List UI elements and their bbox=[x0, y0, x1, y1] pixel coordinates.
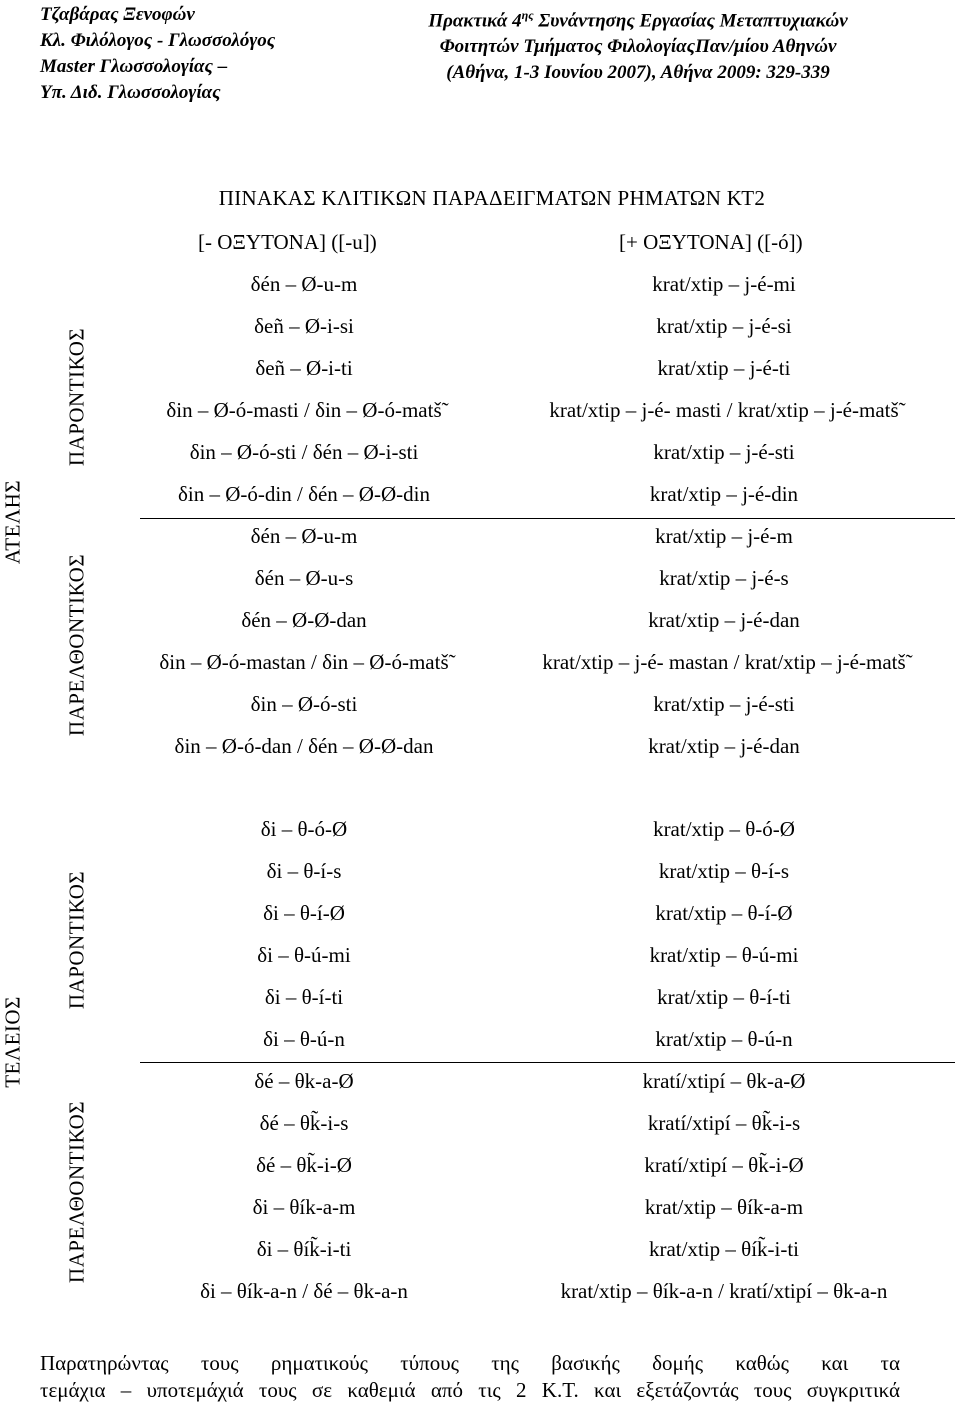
form-right: krat/xtip – j-é-sti bbox=[653, 692, 795, 716]
author-name: Τζαβάρας Ξενοφών bbox=[40, 4, 195, 25]
form-right: krat/xtip – j-é-ti bbox=[657, 356, 791, 380]
section-divider-imperfective bbox=[140, 518, 955, 519]
section-divider-perfective bbox=[140, 1062, 955, 1063]
form-left: δi – θ-í-Ø bbox=[263, 901, 345, 925]
form-right: krat/xtip – θ-í-s bbox=[658, 859, 790, 883]
form-right: kratí/xtipí – θk̃-i-Ø bbox=[644, 1153, 804, 1177]
form-right: krat/xtip – j-é-dan bbox=[648, 734, 800, 758]
body-text-line-1: Παρατηρώντας τους ρηματικούς τύπους της βασικής δομής καθώς και τα bbox=[40, 1351, 900, 1375]
aspect-label-imperfective: ΑΤΕΛΗΣ bbox=[0, 479, 25, 565]
form-left: δi – θ-í-ti bbox=[264, 985, 344, 1009]
tense-label-present-perfective: ΠΑΡΟΝΤΙΚΟΣ bbox=[64, 870, 89, 1010]
form-left: δin – Ø-ó-din / δén – Ø-Ø-din bbox=[178, 482, 430, 506]
column-header-left: [- ΟΞΥΤΟΝΑ] ([-u]) bbox=[198, 230, 377, 254]
form-right: krat/xtip – θ-ú-mi bbox=[649, 943, 799, 967]
tense-label-present-imperfective: ΠΑΡΟΝΤΙΚΟΣ bbox=[64, 327, 89, 467]
form-left: δin – Ø-ó-dan / δén – Ø-Ø-dan bbox=[174, 734, 434, 758]
form-right: krat/xtip – θ-í-Ø bbox=[655, 901, 793, 925]
proceedings-line-1: Πρακτικά $4^{\eta\varsigma}$ Συνάντησης Εργασίας Μεταπτυχιακών bbox=[428, 8, 848, 32]
proceedings-block bbox=[378, 2, 898, 86]
form-right: krat/xtip – j-é-s bbox=[659, 566, 789, 590]
form-left: δén – Ø-u-s bbox=[254, 566, 354, 590]
tense-label-past-perfective: ΠΑΡΕΛΘΟΝΤΙΚΟΣ bbox=[64, 1100, 89, 1284]
form-left: δin – Ø-ó-sti bbox=[250, 692, 358, 716]
form-left: δi – θ-ú-n bbox=[263, 1027, 345, 1051]
author-title-2: Master Γλωσσολογίας – bbox=[40, 56, 228, 77]
form-left: δén – Ø-u-m bbox=[250, 272, 358, 296]
tense-label-past-imperfective: ΠΑΡΕΛΘΟΝΤΙΚΟΣ bbox=[64, 553, 89, 737]
form-right: kratí/xtipí – θk-a-Ø bbox=[642, 1069, 806, 1093]
form-left: δeñ – Ø-i-si bbox=[254, 314, 354, 338]
proceedings-line-2: Φοιτητών Τμήματος ΦιλολογίαςΠαν/μίου Αθηνών bbox=[439, 36, 837, 58]
column-header-right: [+ ΟΞΥΤΟΝΑ] ([-ó]) bbox=[619, 230, 803, 254]
form-left: δi – θ-ú-mi bbox=[257, 943, 351, 967]
form-right: krat/xtip – j-é- mastan / krat/xtip – j-é-matš̃ bbox=[542, 650, 906, 674]
form-left: δi – θík-a-m bbox=[252, 1195, 356, 1219]
form-right: krat/xtip – j-é-mi bbox=[652, 272, 796, 296]
form-left: δin – Ø-ó-mastan / δin – Ø-ó-matš̃ bbox=[159, 650, 449, 674]
form-left: δé – θk̃-i-Ø bbox=[256, 1153, 352, 1177]
form-right: kratí/xtipí – θk̃-i-s bbox=[647, 1111, 801, 1135]
form-left: δi – θ-í-s bbox=[266, 859, 342, 883]
form-left: δeñ – Ø-i-ti bbox=[255, 356, 353, 380]
body-text-line-2: τεμάχια – υποτεμάχιά τους σε καθεμιά από τις 2 Κ.Τ. και εξετάζοντάς τους συγκριτικά bbox=[40, 1378, 900, 1402]
form-left: δi – θík̃-i-ti bbox=[256, 1237, 352, 1261]
form-right: krat/xtip – j-é-sti bbox=[653, 440, 795, 464]
form-right: krat/xtip – j-é-din bbox=[649, 482, 799, 506]
form-right: krat/xtip – j-é-m bbox=[655, 524, 793, 548]
form-left: δi – θík-a-n / δé – θk-a-n bbox=[200, 1279, 408, 1303]
form-right: krat/xtip – θík-a-m bbox=[644, 1195, 804, 1219]
form-right: krat/xtip – θ-í-ti bbox=[657, 985, 791, 1009]
form-right: krat/xtip – θ-ú-n bbox=[655, 1027, 793, 1051]
author-block bbox=[40, 2, 275, 106]
table-title: ΠΙΝΑΚΑΣ ΚΛΙΤΙΚΩΝ ΠΑΡΑΔΕΙΓΜΑΤΩΝ ΡΗΜΑΤΩΝ ΚΤ2 bbox=[218, 186, 766, 210]
form-left: δi – θ-ó-Ø bbox=[260, 817, 348, 841]
form-left: δin – Ø-ó-sti / δén – Ø-i-sti bbox=[189, 440, 419, 464]
proceedings-line-3: (Αθήνα, 1-3 Ιουνίου 2007), Αθήνα 2009: 329-339 bbox=[446, 62, 830, 84]
form-right: krat/xtip – θík̃-i-ti bbox=[648, 1237, 800, 1261]
form-left: δén – Ø-u-m bbox=[250, 524, 358, 548]
form-left: δé – θk̃-i-s bbox=[259, 1111, 349, 1135]
aspect-label-perfective: ΤΕΛΕΙΟΣ bbox=[0, 996, 25, 1088]
form-left: δé – θk-a-Ø bbox=[254, 1069, 354, 1093]
author-title-3: Υπ. Διδ. Γλωσσολογίας bbox=[40, 82, 221, 103]
form-right: krat/xtip – j-é- masti / krat/xtip – j-é-matš̃ bbox=[549, 398, 899, 422]
form-left: δén – Ø-Ø-dan bbox=[241, 608, 367, 632]
author-title-1: Κλ. Φιλόλογος - Γλωσσολόγος bbox=[40, 30, 276, 51]
form-right: krat/xtip – θík-a-n / kratí/xtipí – θk-a-n bbox=[560, 1279, 888, 1303]
form-left: δin – Ø-ó-masti / δin – Ø-ó-matš̃ bbox=[166, 398, 442, 422]
form-right: krat/xtip – j-é-dan bbox=[648, 608, 800, 632]
form-right: krat/xtip – j-é-si bbox=[656, 314, 792, 338]
form-right: krat/xtip – θ-ó-Ø bbox=[653, 817, 795, 841]
